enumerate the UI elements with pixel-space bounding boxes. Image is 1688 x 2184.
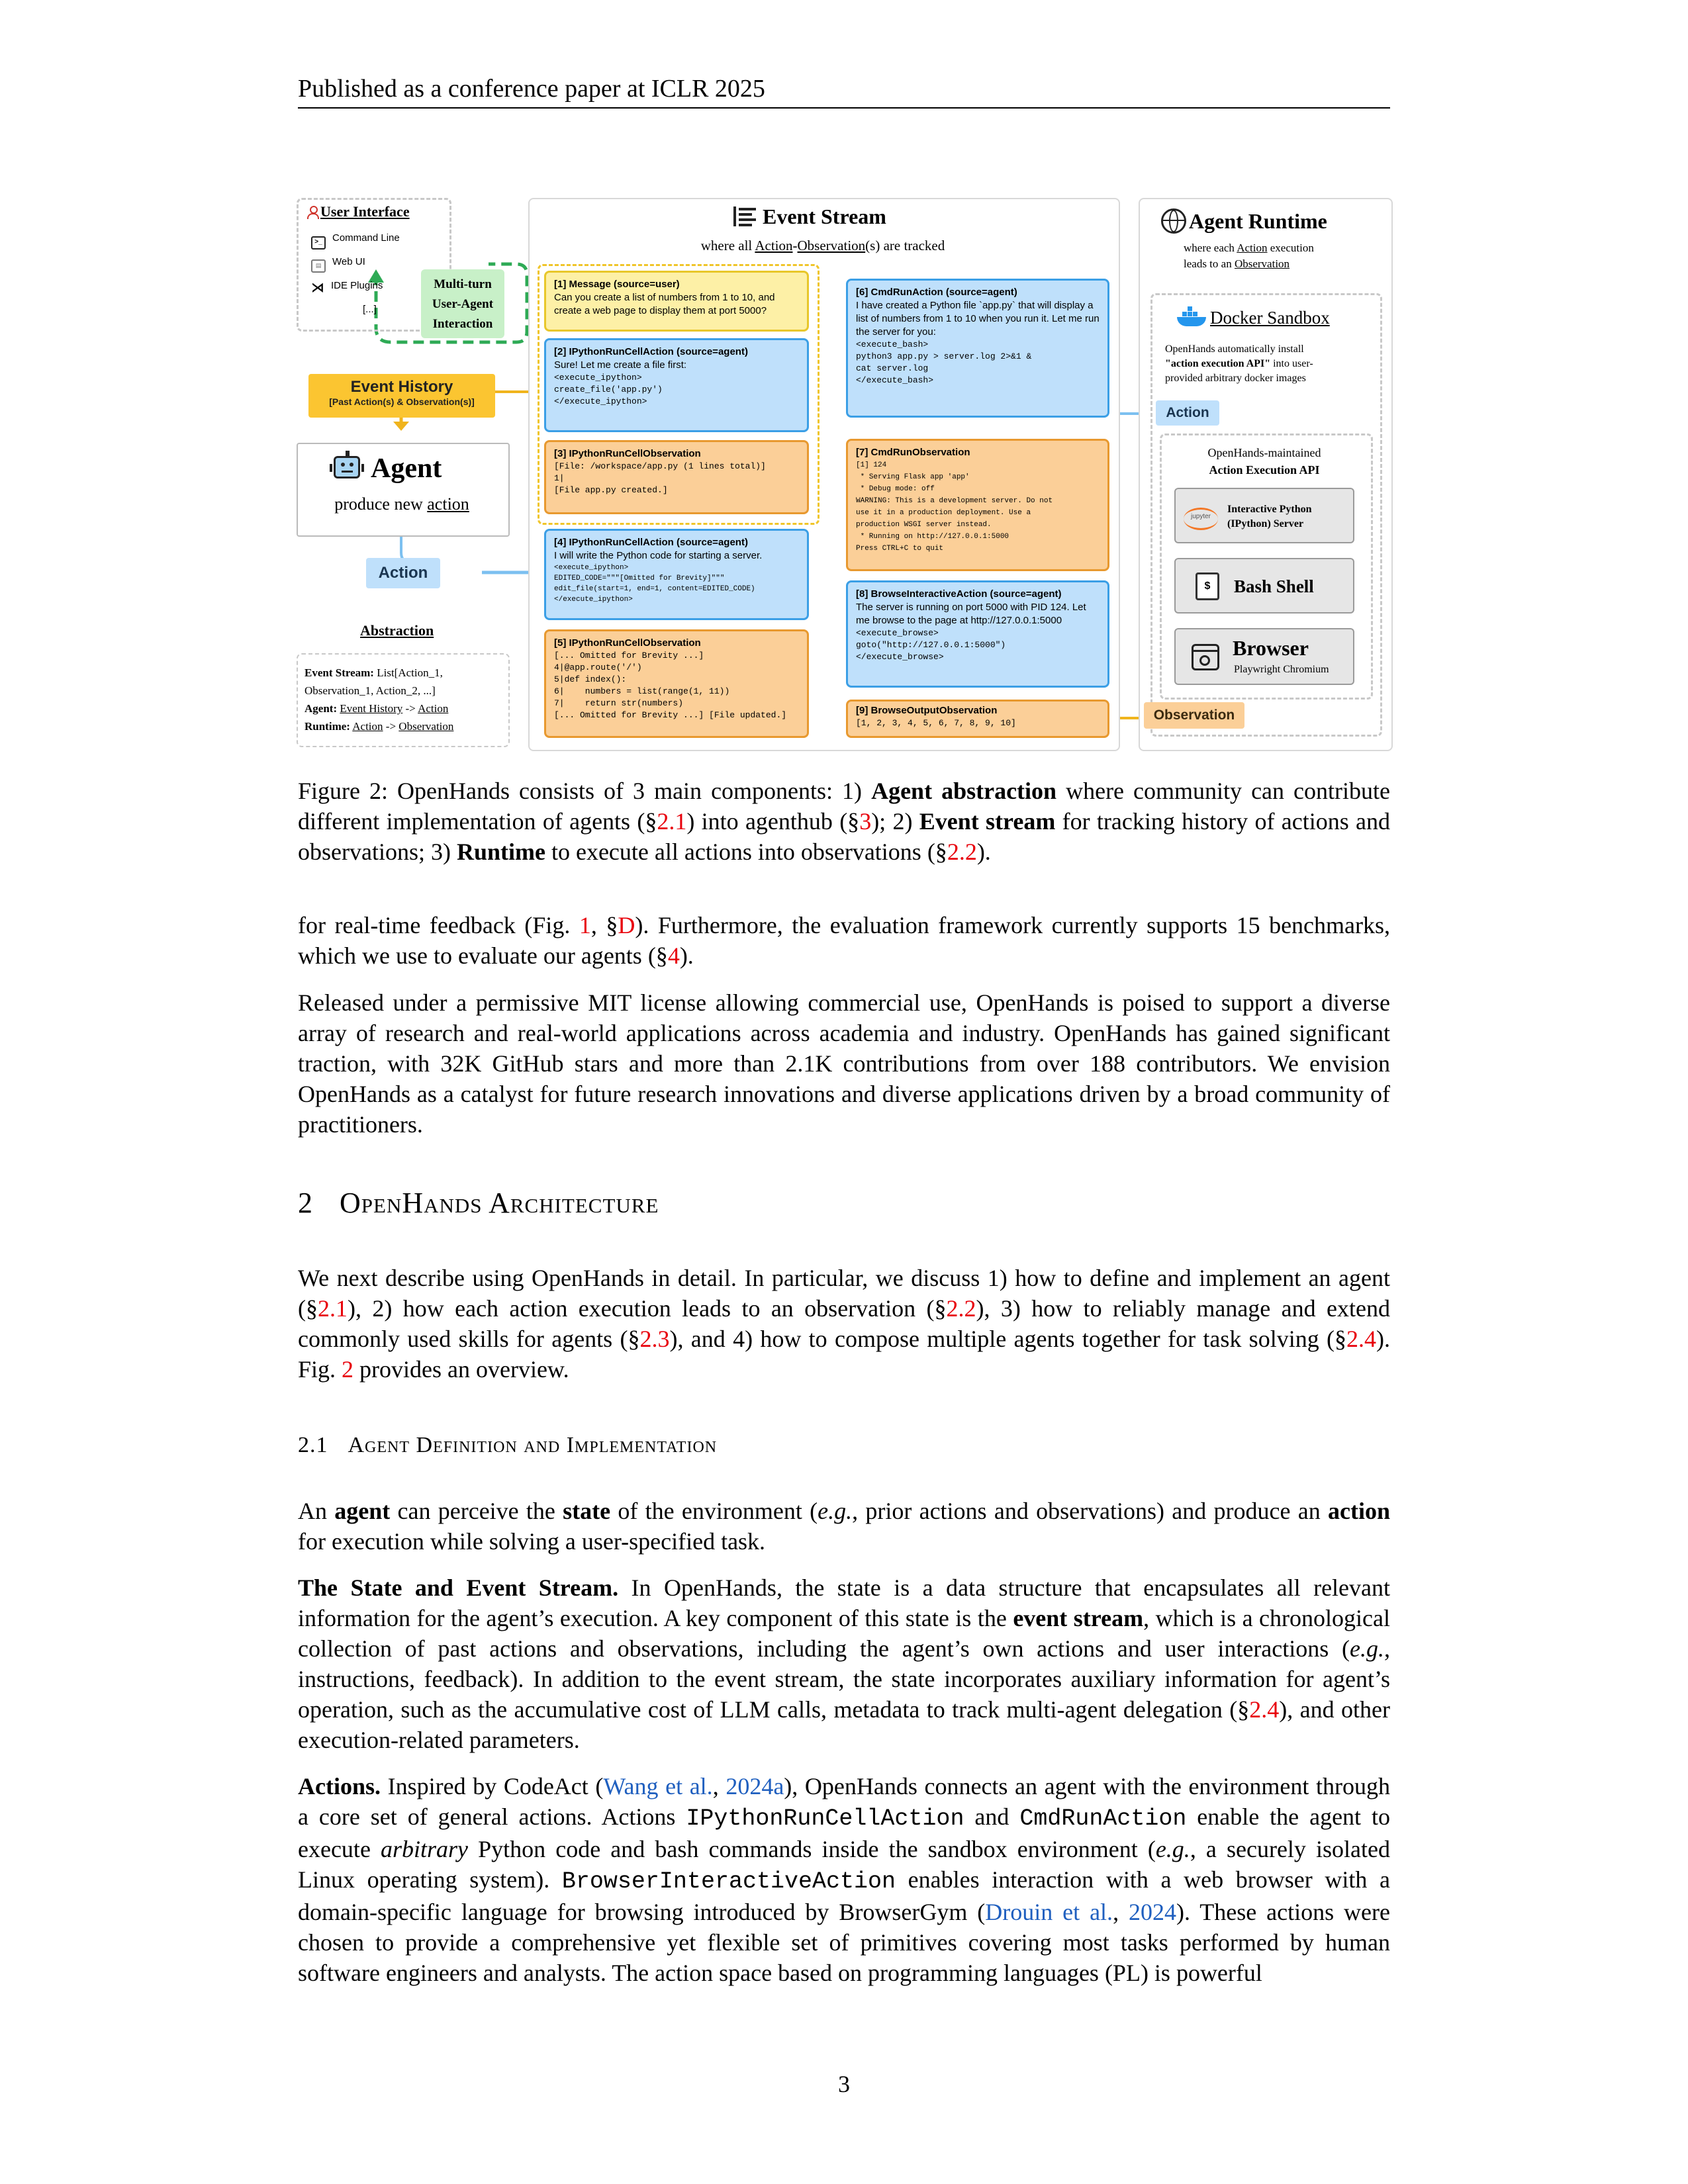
bash-label: Bash Shell [1234, 576, 1314, 596]
web-ui-icon: ▤ [311, 259, 326, 273]
robot-icon [330, 451, 365, 481]
runtime-action-label: Action [1156, 400, 1219, 426]
section-2-1-heading: 2.1 Agent Definition and Implementation [298, 1433, 718, 1457]
ui-title-row [307, 203, 410, 220]
ui-item-command-line: >_ Command Line [311, 232, 400, 250]
event-stream-title-row [733, 205, 886, 229]
paragraph-5: The State and Event Stream. In OpenHands, the state is a data structure that encapsulates all relevant information for the agent’s execution. A key component of this state is the event stream, which is a chronological collection of past actions and observations, including the agent’s own actions and user interactions (e.g., instructions, feedback). In addition to the event stream, the state incorporates auxiliary information for agent’s operation, such as the accumulative cost of LLM calls, metadata to track multi-agent delegation (§2.4), and other execution-related parameters. [298, 1574, 1391, 1753]
ipython-server-box [1174, 488, 1354, 543]
abstraction-text: Event Stream: List[Action_1, Observation_1, Action_2, ...] Agent: Event History -> Action Runtime: Action -> Observation [305, 666, 454, 733]
figure-caption: Figure 2: OpenHands consists of 3 main components: 1) Agent abstraction where community can contribute different implementation of agents (§2.1) into agenthub (§3); 2) Event stream for tracking history of actions and observations; 3) Runtime to execute all actions into observations (§2.2). [298, 778, 1390, 865]
paragraph-2: Released under a permissive MIT license allowing commercial use, OpenHands is poised to support a diverse array of research and real-world applications across academia and industry. OpenHands has gained significant traction, with 32K GitHub stars and more than 2.1K contributions from over 188 contributors. We envision OpenHands as a catalyst for future research innovations and diverse applications driven by a broad community of practitioners. [298, 989, 1390, 1138]
browser-icon [1192, 644, 1219, 670]
api-title: OpenHands-maintained Action Execution API [1207, 446, 1321, 477]
event-card-5: [5] IPythonRunCellObservation [... Omitted for Brevity ...] 4|@app.route('/') 5|def index(): 6| numbers = list(range(1, 11)) 7| return str(numbers) [... Omitted for Brevity ...] [File updated.] [544, 629, 809, 738]
event-card-3: [3] IPythonRunCellObservation [File: /workspace/app.py (1 lines total)] 1| [File app.py created.] [544, 440, 809, 514]
ipython-label-2: (IPython) Server [1227, 518, 1304, 529]
runtime-title-row [1161, 208, 1327, 234]
runtime-observation-label: Observation [1144, 702, 1244, 729]
paragraph-1: for real-time feedback (Fig. 1, §D). Furthermore, the evaluation framework currently supports 15 benchmarks, which we use to evaluate our agents (§4). [298, 912, 1391, 969]
globe-icon [1161, 208, 1186, 234]
event-card-4: [4] IPythonRunCellAction (source=agent) I will write the Python code for starting a server. <execute_ipython> EDITED_CODE="""[Omitted for Brevity]""" edit_file(start=1, end=1, content=EDITED_CODE) </execute_ipython> [544, 529, 809, 620]
browser-box [1174, 628, 1354, 685]
event-card-7: [7] CmdRunObservation [1] 124 * Serving Flask app 'app' * Debug mode: off WARNING: This is a development server. Do not use it in a production deployment. Use a production WSGI server instead. * Running on http://127.0.0.1:5000 Press CTRL+C to quit [846, 439, 1109, 571]
docker-whale-icon [1177, 309, 1206, 326]
event-stream-title: Event Stream [763, 205, 886, 228]
event-card-8: [8] BrowseInteractiveAction (source=agent) The server is running on port 5000 with PID 124. Let me browse to the page at http://127.0.0.1:5000 <execute_browse> goto("http://127.0.0.1:5000") </execute_browse> [846, 580, 1109, 688]
ui-item-web-ui: ▤ Web UI [311, 256, 365, 273]
event-card-6: [6] CmdRunAction (source=agent) I have created a Python file `app.py` that will display a list of numbers from 1 to 10 when you run it. Let me run the server for you: <execute_bash> python3 app.py > server.log 2>&1 & cat server.log </execute_bash> [846, 279, 1109, 418]
multi-turn-box: Multi-turn User-Agent Interaction [421, 269, 504, 338]
agent-title: Agent [371, 453, 442, 484]
paragraph-6: Actions. Inspired by CodeAct (Wang et al., 2024a), OpenHands connects an agent with the environment through a core set of general actions. Actions IPythonRunCellAction and CmdRunAction enable the agent to execute arbitrary Python code and bash commands inside the sandbox environment (e.g., a securely isolated Linux operating system). BrowserInteractiveAction enables interaction with a web browser with a domain-specific language for browsing introduced by BrowserGym (Drouin et al., 2024). These actions were chosen to provide a comprehensive yet flexible set of primitives covering most tasks performed by human software engineers and analysts. The action space based on programming languages (PL) is powerful [298, 1773, 1391, 1986]
agent-title-row [330, 451, 442, 484]
agent-action-label: Action [366, 558, 440, 588]
jupyter-icon: jupyter [1184, 508, 1218, 530]
running-header: Published as a conference paper at ICLR 2025 [298, 75, 765, 103]
section-2-heading: 2 OpenHands Architecture [298, 1187, 659, 1219]
event-history-title: Event History [350, 378, 453, 396]
ui-title: User Interface [320, 203, 410, 220]
runtime-subtitle: where each Action execution leads to an Observation [1184, 242, 1314, 270]
agent-subtitle: produce new action [334, 494, 469, 514]
terminal-icon: >_ [311, 236, 326, 250]
runtime-title: Agent Runtime [1189, 209, 1327, 233]
bash-icon: $ [1196, 572, 1219, 600]
event-card-1: [1] Message (source=user) Can you create a list of numbers from 1 to 10, and create a web page to display them at port 5000? [544, 271, 809, 332]
event-stream-subtitle: where all Action-Observation(s) are tracked [700, 238, 945, 253]
bash-shell-box [1174, 558, 1354, 614]
docker-title-row [1177, 308, 1330, 328]
browser-sublabel: Playwright Chromium [1234, 664, 1329, 675]
paragraph-3: We next describe using OpenHands in detail. In particular, we discuss 1) how to define and implement an agent (§2.1), 2) how each action execution leads to an observation (§2.2), 3) how to reliably manage and extend commonly used skills for agents (§2.3), and 4) how to compose multiple agents together for task solving (§2.4). Fig. 2 provides an overview. [298, 1265, 1390, 1383]
event-card-2: [2] IPythonRunCellAction (source=agent) Sure! Let me create a file first: <execute_ipython> create_file('app.py') </execute_ipython> [544, 338, 809, 432]
user-icon [307, 206, 318, 218]
page-number: 3 [838, 2071, 850, 2097]
ui-item-more: [...] [363, 304, 377, 315]
docker-description: OpenHands automatically install "action execution API" into user- provided arbitrary docker images [1165, 343, 1313, 384]
ui-item-ide-plugins: ⋊ IDE Plugins [311, 280, 383, 295]
header-rule [298, 107, 1390, 109]
event-history-subtitle: [Past Action(s) & Observation(s)] [329, 396, 475, 407]
abstraction-title: Abstraction [360, 622, 434, 639]
docker-title: Docker Sandbox [1210, 308, 1330, 328]
vscode-icon: ⋊ [311, 281, 324, 295]
figure-2 [297, 195, 1393, 751]
event-history-box [308, 374, 495, 418]
ipython-label-1: Interactive Python [1227, 504, 1312, 515]
list-icon [733, 206, 756, 226]
browser-label: Browser [1233, 636, 1309, 660]
event-card-9: [9] BrowseOutputObservation [1, 2, 3, 4, 5, 6, 7, 8, 9, 10] [846, 700, 1109, 738]
paragraph-4: An agent can perceive the state of the environment (e.g., prior actions and observations) and produce an action for execution while solving a user-specified task. [298, 1498, 1390, 1555]
